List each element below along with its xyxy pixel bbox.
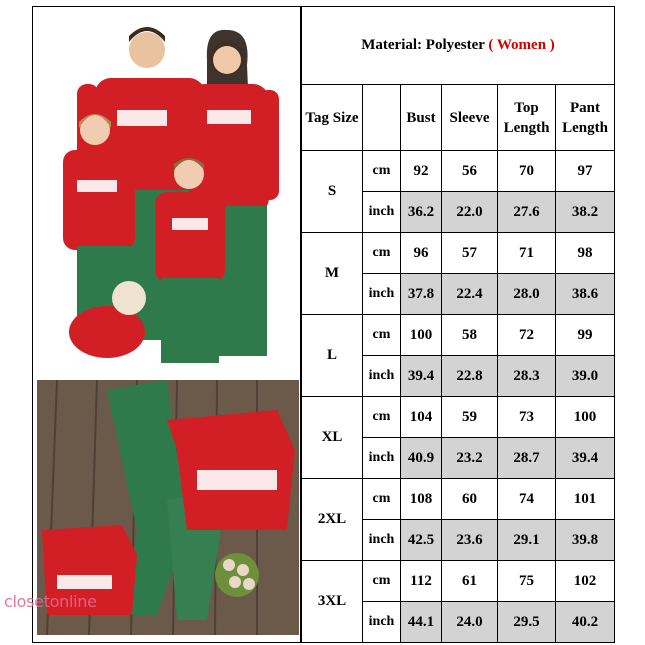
- inch-value: 27.6: [498, 192, 556, 233]
- inch-value: 22.4: [442, 274, 498, 315]
- inch-value: 39.4: [556, 438, 615, 479]
- inch-value: 39.4: [401, 356, 442, 397]
- inch-value: 40.2: [556, 602, 615, 643]
- cm-value: 99: [556, 315, 615, 356]
- size-row-cm: [302, 151, 615, 192]
- inch-value: 23.6: [442, 520, 498, 561]
- inch-value: 39.8: [556, 520, 615, 561]
- cm-value: 97: [556, 151, 615, 192]
- size-row-cm: [302, 561, 615, 602]
- inch-value: 37.8: [401, 274, 442, 315]
- inch-value: 22.0: [442, 192, 498, 233]
- unit-inch: inch: [363, 602, 401, 643]
- size-table: [301, 6, 615, 643]
- cm-value: 100: [401, 315, 442, 356]
- inch-value: 38.2: [556, 192, 615, 233]
- header-top-length: Top Length: [498, 85, 556, 151]
- size-chart: [301, 6, 615, 643]
- cm-value: 102: [556, 561, 615, 602]
- title-cell: [302, 7, 615, 85]
- inch-value: 29.1: [498, 520, 556, 561]
- cm-value: 104: [401, 397, 442, 438]
- size-label: L: [302, 315, 363, 397]
- size-row-cm: [302, 315, 615, 356]
- cm-value: 61: [442, 561, 498, 602]
- cm-value: 100: [556, 397, 615, 438]
- header-row: [302, 85, 615, 151]
- inch-value: 44.1: [401, 602, 442, 643]
- cm-value: 70: [498, 151, 556, 192]
- cm-value: 56: [442, 151, 498, 192]
- gender-label: ( Women ): [488, 37, 555, 53]
- inch-value: 38.6: [556, 274, 615, 315]
- unit-cm: cm: [363, 315, 401, 356]
- cm-value: 92: [401, 151, 442, 192]
- inch-value: 36.2: [401, 192, 442, 233]
- cm-value: 75: [498, 561, 556, 602]
- unit-inch: inch: [363, 356, 401, 397]
- inch-value: 42.5: [401, 520, 442, 561]
- unit-cm: cm: [363, 233, 401, 274]
- cm-value: 98: [556, 233, 615, 274]
- header-bust: Bust: [401, 85, 442, 151]
- size-row-cm: [302, 233, 615, 274]
- cm-value: 57: [442, 233, 498, 274]
- unit-inch: inch: [363, 274, 401, 315]
- inch-value: 24.0: [442, 602, 498, 643]
- unit-inch: inch: [363, 192, 401, 233]
- header-sleeve: Sleeve: [442, 85, 498, 151]
- size-label: M: [302, 233, 363, 315]
- unit-inch: inch: [363, 520, 401, 561]
- unit-cm: cm: [363, 151, 401, 192]
- material-label: Material: Polyester: [361, 37, 485, 53]
- size-row-cm: [302, 397, 615, 438]
- inch-value: 28.3: [498, 356, 556, 397]
- cm-value: 74: [498, 479, 556, 520]
- cm-value: 96: [401, 233, 442, 274]
- size-label: S: [302, 151, 363, 233]
- size-label: XL: [302, 397, 363, 479]
- cm-value: 101: [556, 479, 615, 520]
- inch-value: 22.8: [442, 356, 498, 397]
- cm-value: 112: [401, 561, 442, 602]
- unit-cm: cm: [363, 561, 401, 602]
- unit-cm: cm: [363, 479, 401, 520]
- cm-value: 58: [442, 315, 498, 356]
- inch-value: 39.0: [556, 356, 615, 397]
- unit-cm: cm: [363, 397, 401, 438]
- size-label: 3XL: [302, 561, 363, 643]
- header-unit: [363, 85, 401, 151]
- unit-inch: inch: [363, 438, 401, 479]
- inch-value: 28.0: [498, 274, 556, 315]
- cm-value: 71: [498, 233, 556, 274]
- cm-value: 59: [442, 397, 498, 438]
- inch-value: 29.5: [498, 602, 556, 643]
- inch-value: 28.7: [498, 438, 556, 479]
- cm-value: 72: [498, 315, 556, 356]
- family-pajama-illustration: [37, 10, 299, 373]
- cm-value: 60: [442, 479, 498, 520]
- watermark: closetonline: [4, 592, 97, 611]
- header-tag-size: Tag Size: [302, 85, 363, 151]
- family-photo: [37, 10, 299, 373]
- title-row: [302, 7, 615, 85]
- size-row-cm: [302, 479, 615, 520]
- inch-value: 40.9: [401, 438, 442, 479]
- size-label: 2XL: [302, 479, 363, 561]
- cm-value: 73: [498, 397, 556, 438]
- inch-value: 23.2: [442, 438, 498, 479]
- cm-value: 108: [401, 479, 442, 520]
- header-pant-length: Pant Length: [556, 85, 615, 151]
